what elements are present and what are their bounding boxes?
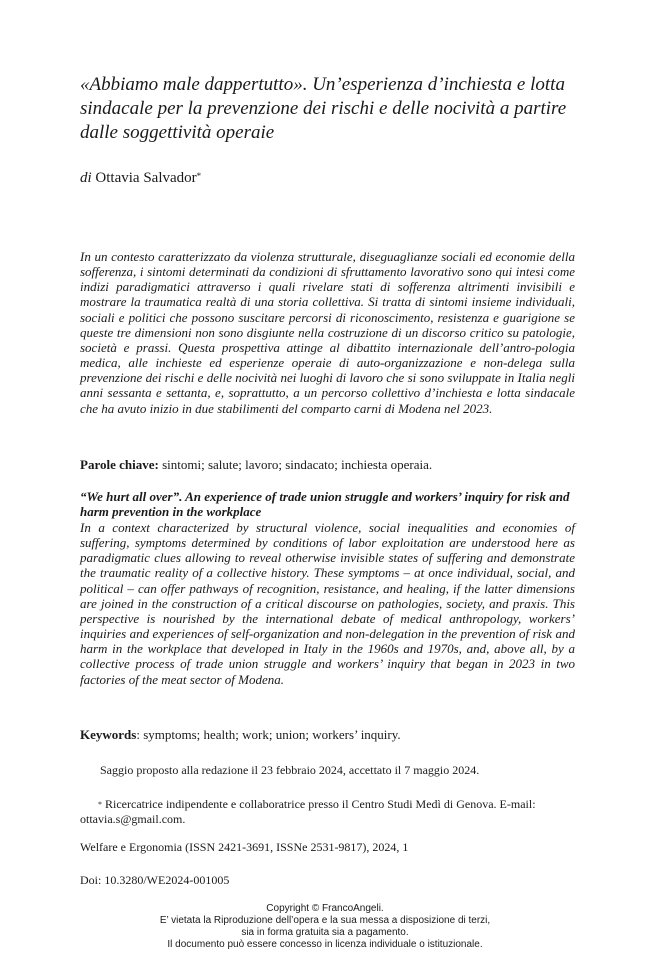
author-footnote-mark: * (196, 171, 202, 181)
footnote-mark: * (98, 800, 102, 809)
keywords-italian (80, 457, 575, 473)
copyright-notice (0, 903, 650, 951)
keywords-english (80, 727, 575, 743)
author-footnote (80, 797, 575, 827)
copyright-line-1: Copyright © FrancoAngeli. (266, 903, 384, 914)
author-prefix: di (80, 170, 92, 186)
keywords-english-label: Keywords (80, 727, 137, 742)
submission-note: Saggio proposto alla redazione il 23 febbraio 2024, accettato il 7 maggio 2024. (100, 763, 480, 777)
keywords-english-list: : symptoms; health; work; union; workers’ inquiry. (136, 727, 401, 742)
copyright-line-2: E’ vietata la Riproduzione dell’opera e la sua messa a disposizione di terzi, (159, 915, 491, 926)
abstract-italian: In un contesto caratterizzato da violenza strutturale, diseguaglianze sociali ed economie della sofferenza, i sintomi determinati da condizioni di sfruttamento lavorativo sono qui intesi come indizi paradigmatici attraverso i quali rivelare stati di sofferenza altrimenti invisibili e mostrare la traumatica realtà di una storia collettiva. Si tratta di sintomi insieme individuali, sociali e politici che possono suscitare percorsi di riconoscimento, resistenza e guarigione se queste tre dimensioni non sono disgiunte nella costruzione di un discorso critico su patologie, società e prassi. Questa prospettiva attinge al dibattito internazionale dell’antro-pologia medica, alle inchieste ed esperienze operaie di auto-organizzazione e non-delega sulla prevenzione dei rischi e delle nocività nei luoghi di lavoro che si sono sviluppate in Italia negli anni sessanta e settanta, e, soprattutto, a un percorso collettivo d’inchiesta e lotta sindacale che ha avuto inizio in due stabilimenti del comparto carni di Modena nel 2023. (80, 249, 575, 416)
keywords-italian-label: Parole chiave: (80, 457, 159, 472)
keywords-italian-list: sintomi; salute; lavoro; sindacato; inchiesta operaia. (162, 457, 433, 472)
article-title: «Abbiamo male dappertutto». Un’esperienza d’inchiesta e lotta sindacale per la prevenzione dei rischi e delle nocività a partire dalle soggettività operaie (80, 74, 567, 143)
english-title: “We hurt all over”. An experience of trade union struggle and workers’ inquiry for risk and harm prevention in the workplace (80, 489, 570, 520)
journal-reference: Welfare e Ergonomia (ISSN 2421-3691, ISSNe 2531-9817), 2024, 1 (80, 840, 409, 854)
doi-reference: Doi: 10.3280/WE2024-001005 (80, 873, 230, 887)
copyright-line-4: Il documento può essere concesso in licenza individuale o istituzionale. (167, 939, 483, 950)
footnote-text: Ricercatrice indipendente e collaboratrice presso il Centro Studi Medì di Genova. E-mail: ottavia.s@gmail.com. (80, 797, 536, 826)
author-line (80, 169, 201, 187)
abstract-english: In a context characterized by structural violence, social inequalities and economies of suffering, symptoms determined by conditions of labor exploitation are understood here as paradigmatic clues allowing to reveal otherwise invisible states of suffering and demonstrate the traumatic reality of a collective history. These symptoms – at once individual, social, and political – can offer pathways of recognition, resistance, and healing, if the latter dimensions are joined in the construction of a critical discourse on pathologies, society, and praxis. This perspective is nourished by the international debate of medical anthropology, workers’ inquiries and experiences of self-organization and non-delegation in the prevention of risk and harm in the workplace that developed in Italy in the 1960s and 1970s, and, above all, by a collective process of trade union struggle and workers’ inquiry that began in 2023 in two factories of the meat sector of Modena. (80, 520, 575, 687)
copyright-line-3: sia in forma gratuita sia a pagamento. (241, 927, 409, 938)
author-name: Ottavia Salvador (95, 170, 197, 186)
